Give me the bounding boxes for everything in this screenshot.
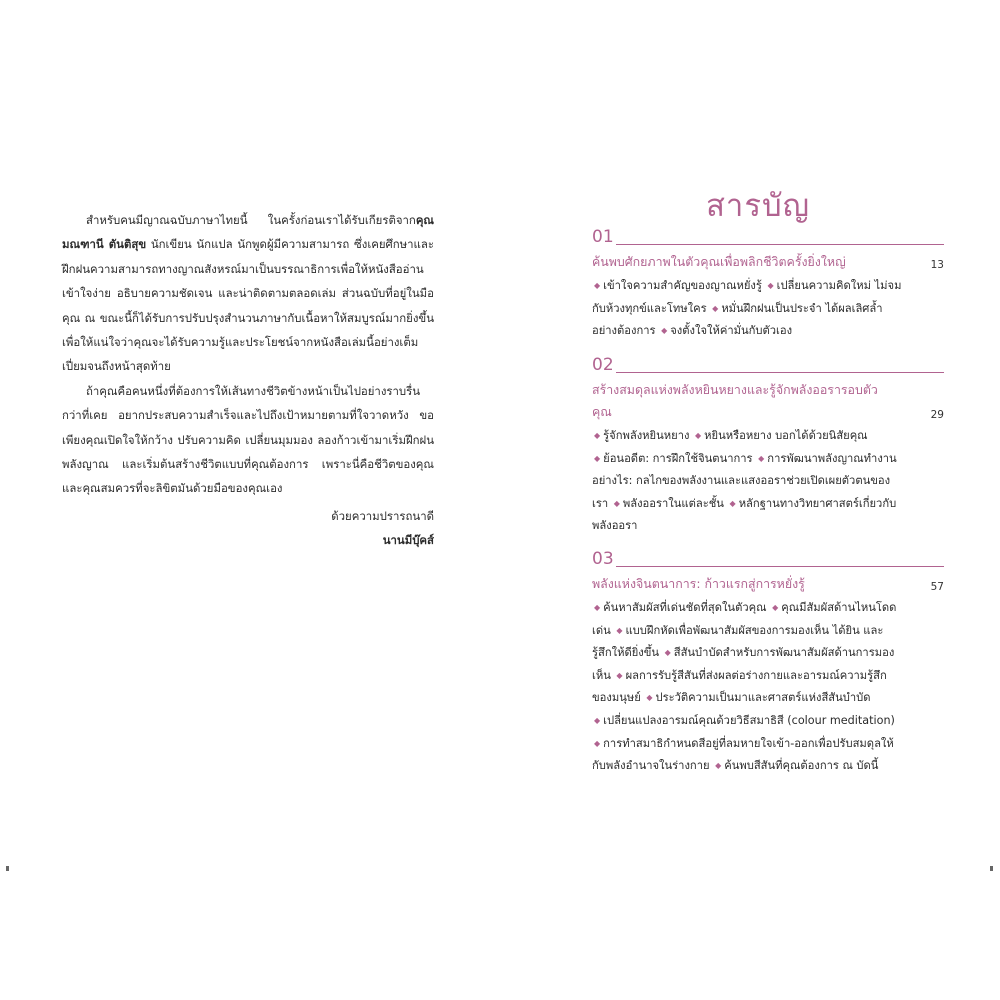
topic-item: หลักฐานทางวิทยาศาสตร์เกี่ยวกับพลังออรา	[592, 496, 897, 533]
chapter-page-number: 57	[930, 581, 944, 593]
bullet-icon: ◆	[772, 603, 779, 612]
topic-item: เปลี่ยนแปลงอารมณ์คุณด้วยวิธีสมาธิสี (colour meditation)	[603, 713, 895, 727]
toc-title: สารบัญ	[706, 188, 811, 224]
bullet-icon: ◆	[664, 648, 671, 658]
topic-item: แบบฝึกหัดเพื่อพัฒนาสัมผัสของการมองเห็น ได้ยิน และรู้สึกให้ดียิ่งขึ้น	[592, 623, 884, 660]
topic-item: ค้นพบสีสันที่คุณต้องการ ณ บัดนี้	[724, 759, 879, 773]
chapter-number: 02	[592, 355, 614, 375]
fold-mark-right	[990, 866, 993, 871]
topic-item: ผลการรับรู้สีสันที่ส่งผลต่อร่างกายและอารมณ์ความรู้สึกของมนุษย์	[592, 668, 887, 705]
chapter-divider	[616, 372, 944, 373]
topic-item: สีสันบำบัดสำหรับการพัฒนาสัมผัสด้านการมองเห็น	[592, 646, 895, 682]
chapter-heading	[592, 251, 944, 273]
bullet-icon: ◆	[616, 625, 623, 635]
chapter-page-number: 13	[930, 259, 944, 271]
bullet-icon: ◆	[594, 715, 601, 725]
bullet-icon: ◆	[767, 281, 774, 290]
chapter-page-number: 29	[930, 409, 944, 421]
paragraph-1	[62, 208, 434, 379]
topic-item: เปลี่ยนความคิดใหม่ ไม่จมกับห้วงทุกข์และโทษใคร	[592, 279, 902, 315]
topic-item: เข้าใจความสำคัญของญาณหยั่งรู้	[603, 279, 762, 292]
toc-chapter-01	[592, 226, 944, 343]
chapter-divider	[616, 244, 944, 245]
preface-text	[62, 208, 434, 501]
bullet-icon: ◆	[758, 453, 765, 463]
topic-item: การทำสมาธิกำหนดสีอยู่ที่ลมหายใจเข้า-ออกเพื่อปรับสมดุลให้กับพลังอำนาจในร่างกาย	[592, 736, 894, 773]
topic-item: ประวัติความเป็นมาและศาสตร์แห่งสีสันบำบัด	[655, 691, 871, 705]
paragraph-2-text: ถ้าคุณคือคนหนึ่งที่ต้องการให้เส้นทางชีวิตข้างหน้าเป็นไปอย่างราบรื่นกว่าที่เคย อยากประสบความสำเร็จและไปถึงเป้าหมายตามที่ใจวาดหวัง ขอเพียงคุณเปิดใจให้กว้าง ปรับความคิด เปลี่ยนมุมมอง ลองก้าวเข้ามาเริ่มฝึกฝนพลังญาณ และเริ่มต้นสร้างชีวิตแบบที่คุณต้องการ เพราะนี่คือชีวิตของคุณ และคุณสมควรที่จะลิขิตมันด้วยมือของคุณเอง	[62, 383, 434, 496]
topic-item: การพัฒนาพลังญาณทำงานอย่างไร: กลไกของพลังงานและแสงออราช่วยเปิดเผยตัวตนของเรา	[592, 451, 897, 510]
bullet-icon: ◆	[594, 453, 601, 463]
bullet-icon: ◆	[613, 498, 620, 508]
topic-item: คุณมีสัมผัสด้านไหนโดดเด่น	[592, 601, 897, 637]
paragraph-1-start: สำหรับคนมีญาณฉบับภาษาไทยนี้ ในครั้งก่อนเราได้รับเกียรติจาก	[86, 213, 416, 227]
bullet-icon: ◆	[594, 603, 601, 612]
chapter-number: 01	[592, 227, 614, 247]
topic-item: รู้จักพลังหยินหยาง	[603, 429, 690, 442]
bullet-icon: ◆	[661, 326, 668, 336]
chapter-title[interactable]: สร้างสมดุลแห่งพลังหยินหยางและรู้จักพลังออรารอบตัวคุณ	[592, 382, 878, 419]
topic-item: จงตั้งใจให้ค่ามั่นกับตัวเอง	[670, 324, 793, 338]
topic-item: ค้นหาสัมผัสที่เด่นชัดที่สุดในตัวคุณ	[603, 601, 767, 614]
chapter-topics	[592, 597, 902, 778]
topic-item: หมั่นฝึกฝนเป็นประจำ ได้ผลเลิศล้ำอย่างต้องการ	[592, 301, 883, 338]
chapter-divider	[616, 566, 944, 567]
chapter-number: 03	[592, 549, 614, 569]
editor-name: คุณมณฑานี ตันติสุข	[62, 213, 434, 252]
bullet-icon: ◆	[695, 431, 702, 440]
chapter-title[interactable]: พลังแห่งจินตนาการ: ก้าวแรกสู่การหยั่งรู้	[592, 576, 805, 591]
bullet-icon: ◆	[594, 431, 601, 440]
chapter-topics	[592, 275, 902, 343]
paragraph-2	[62, 379, 434, 501]
chapter-heading	[592, 573, 944, 595]
bullet-icon: ◆	[594, 281, 601, 290]
bullet-icon: ◆	[594, 738, 601, 748]
chapter-topics	[592, 425, 902, 538]
bullet-icon: ◆	[712, 303, 719, 313]
topic-item: หยินหรือหยาง บอกได้ด้วยนิสัยคุณ	[704, 429, 868, 442]
chapter-title[interactable]: ค้นพบศักยภาพในตัวคุณเพื่อพลิกชีวิตครั้งยิ่งใหญ่	[592, 254, 846, 269]
bullet-icon: ◆	[616, 670, 623, 680]
bullet-icon: ◆	[646, 693, 653, 703]
topic-item: พลังออราในแต่ละชั้น	[622, 496, 724, 510]
toc-chapter-02	[592, 354, 944, 538]
toc-chapter-03	[592, 548, 944, 778]
fold-mark-left	[6, 866, 9, 871]
topic-item: ย้อนอดีต: การฝึกใช้จินตนาการ	[603, 451, 753, 465]
bullet-icon: ◆	[715, 761, 722, 771]
bullet-icon: ◆	[729, 498, 736, 508]
book-spread	[0, 128, 1000, 870]
signature: นานมีบุ๊คส์	[382, 533, 434, 547]
closing-line: ด้วยความปรารถนาดี	[331, 509, 434, 523]
paragraph-1-rest: นักเขียน นักแปล นักพูดผู้มีความสามารถ ซึ่งเคยศึกษาและฝึกฝนความสามารถทางญาณสังหรณ์มาเป็นบรรณาธิการเพื่อให้หนังสืออ่านเข้าใจง่าย อธิบายความชัดเจน และน่าติดตามตลอดเล่ม ส่วนฉบับที่อยู่ในมือคุณ ณ ขณะนี้ก็ได้รับการปรับปรุงสำนวนภาษากับเนื้อหาให้สมบูรณ์มากยิ่งขึ้น เพื่อให้แน่ใจว่าคุณจะได้รับความรู้และประโยชน์จากหนังสือเล่มนี้อย่างเต็มเปี่ยมจนถึงหน้าสุดท้าย	[62, 237, 434, 374]
chapter-heading	[592, 379, 944, 423]
